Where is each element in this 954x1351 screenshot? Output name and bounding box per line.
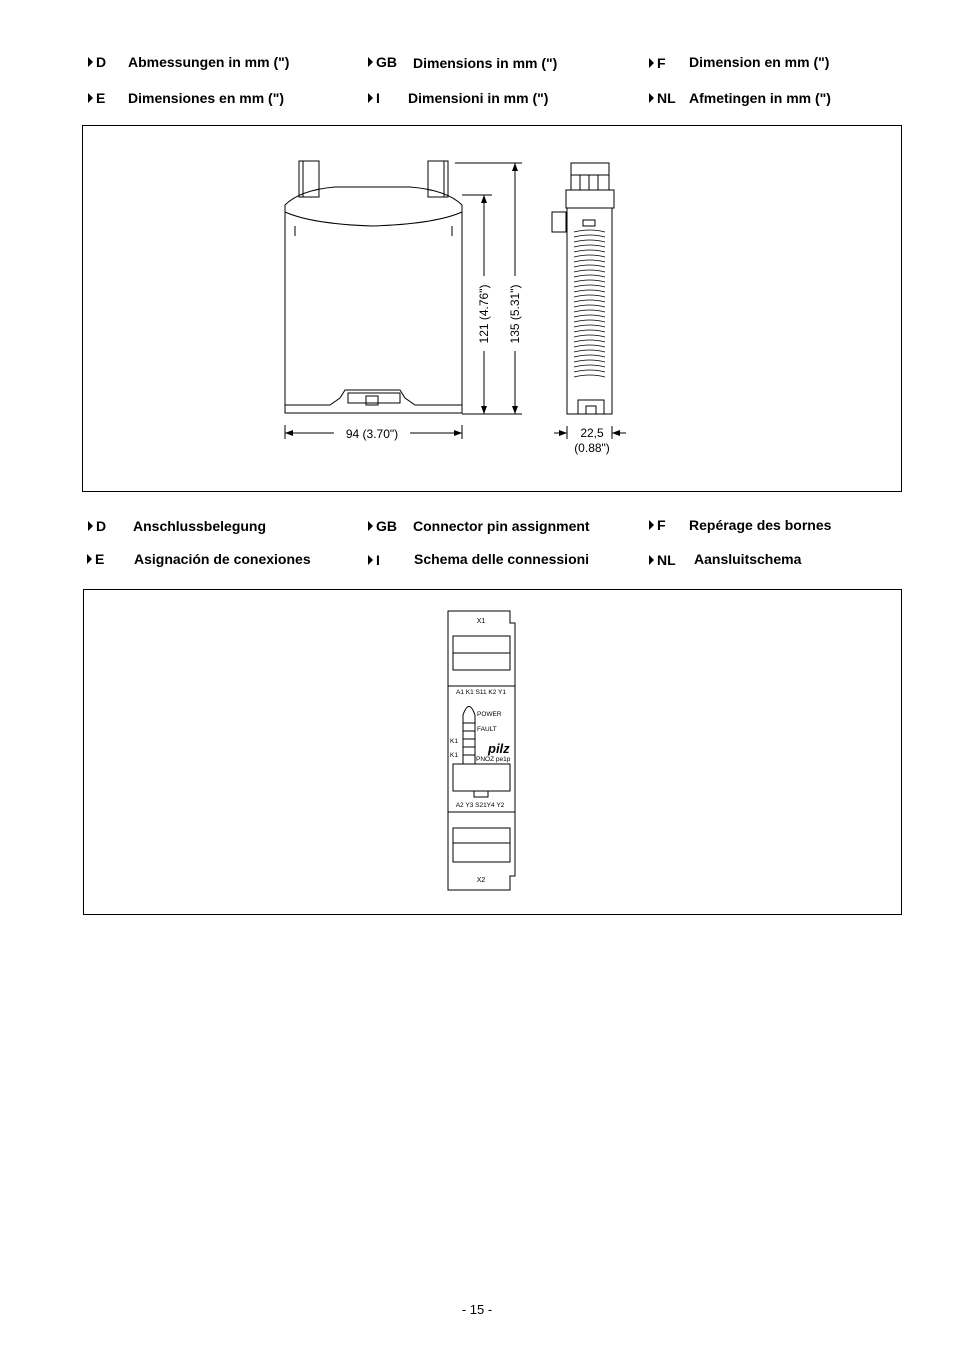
cooling-fin [574,290,605,292]
cooling-fin [574,255,605,257]
cooling-fin [574,325,605,327]
cooling-fin [574,375,605,377]
cooling-fin [574,305,605,307]
cooling-fin [574,265,605,267]
cooling-fin [574,235,605,237]
k1-led-label-2: K1 [450,752,458,759]
lang-code-gb: GB [376,518,397,534]
lang-code-d: D [96,518,107,534]
cooling-fin [574,345,605,347]
cooling-fin [574,310,605,312]
cooling-fin [574,275,605,277]
heading-dimensions-e: Dimensiones en mm (") [128,90,285,106]
cooling-fin [574,335,605,337]
cooling-fin [574,320,605,322]
cooling-fin [574,240,605,242]
cooling-fin [574,245,605,247]
lang-code-i: I [376,90,380,106]
heading-connector-f: Repérage des bornes [689,517,832,533]
bullet-icon [649,555,654,565]
x2-connector-label: X2 [476,877,486,884]
power-led-label: POWER [477,711,502,718]
side-view-cooling-fins [574,230,605,377]
dimension-drawing [0,0,954,500]
heading-connector-d: Anschlussbelegung [133,518,267,534]
heading-connector-gb: Connector pin assignment [413,518,590,534]
heading-dimensions-d: Abmessungen in mm (") [128,54,290,70]
width-side-in-label: (0.88") [574,441,610,455]
cooling-fin [574,295,605,297]
cooling-fin [574,280,605,282]
cooling-fin [574,230,605,232]
lang-code-nl: NL [657,90,676,106]
cooling-fin [574,370,605,372]
cooling-fin [574,285,605,287]
lang-code-gb: GB [376,54,397,70]
heading-dimensions-i: Dimensioni in mm (") [408,90,549,106]
bullet-icon [649,520,654,530]
bullet-icon [88,521,93,531]
cooling-fin [574,260,605,262]
heading-dimensions-gb: Dimensions in mm (") [413,55,558,71]
cooling-fin [574,365,605,367]
bottom-terminals-label: A2 Y3 S21Y4 Y2 [455,802,505,809]
heading-connector-nl: Aansluitschema [694,551,802,567]
cooling-fin [574,355,605,357]
dimension-arrows [285,163,620,436]
lang-code-e: E [95,551,105,567]
device-front-diagram [0,590,954,910]
pilz-logo: pilz [488,741,510,756]
heading-connector-e: Asignación de conexiones [134,551,311,567]
cooling-fin [574,330,605,332]
cooling-fin [574,300,605,302]
heading-dimensions-f: Dimension en mm (") [689,54,830,70]
width-side-mm-label: 22,5 [580,426,604,440]
height-total-label: 135 (5.31") [508,284,522,344]
heading-connector-i: Schema delle connessioni [414,551,590,567]
bullet-icon [87,554,92,564]
cooling-fin [574,350,605,352]
x1-connector-label: X1 [476,618,486,625]
cooling-fin [574,360,605,362]
page-number: - 15 - [461,1302,493,1317]
side-view [552,163,614,414]
cooling-fin [574,340,605,342]
height-inner-label: 121 (4.76") [477,284,491,344]
lang-code-e: E [96,90,106,106]
heading-dimensions-nl: Afmetingen in mm (") [689,90,831,106]
lang-code-d: D [96,54,107,70]
lang-code-i: I [376,552,380,568]
cooling-fin [574,250,605,252]
lang-code-nl: NL [657,552,676,568]
width-front-label: 94 (3.70") [345,427,399,441]
top-terminals-label: A1 K1 S11 K2 Y1 [456,689,506,696]
lang-code-f: F [657,55,666,71]
cooling-fin [574,270,605,272]
lang-code-f: F [657,517,666,533]
front-view [285,161,462,413]
fault-led-label: FAULT [477,726,497,733]
bullet-icon [368,521,373,531]
k1-led-label: K1 [450,738,458,745]
model-label: PNOZ pe1p [476,756,511,763]
cooling-fin [574,315,605,317]
bullet-icon [368,555,373,565]
